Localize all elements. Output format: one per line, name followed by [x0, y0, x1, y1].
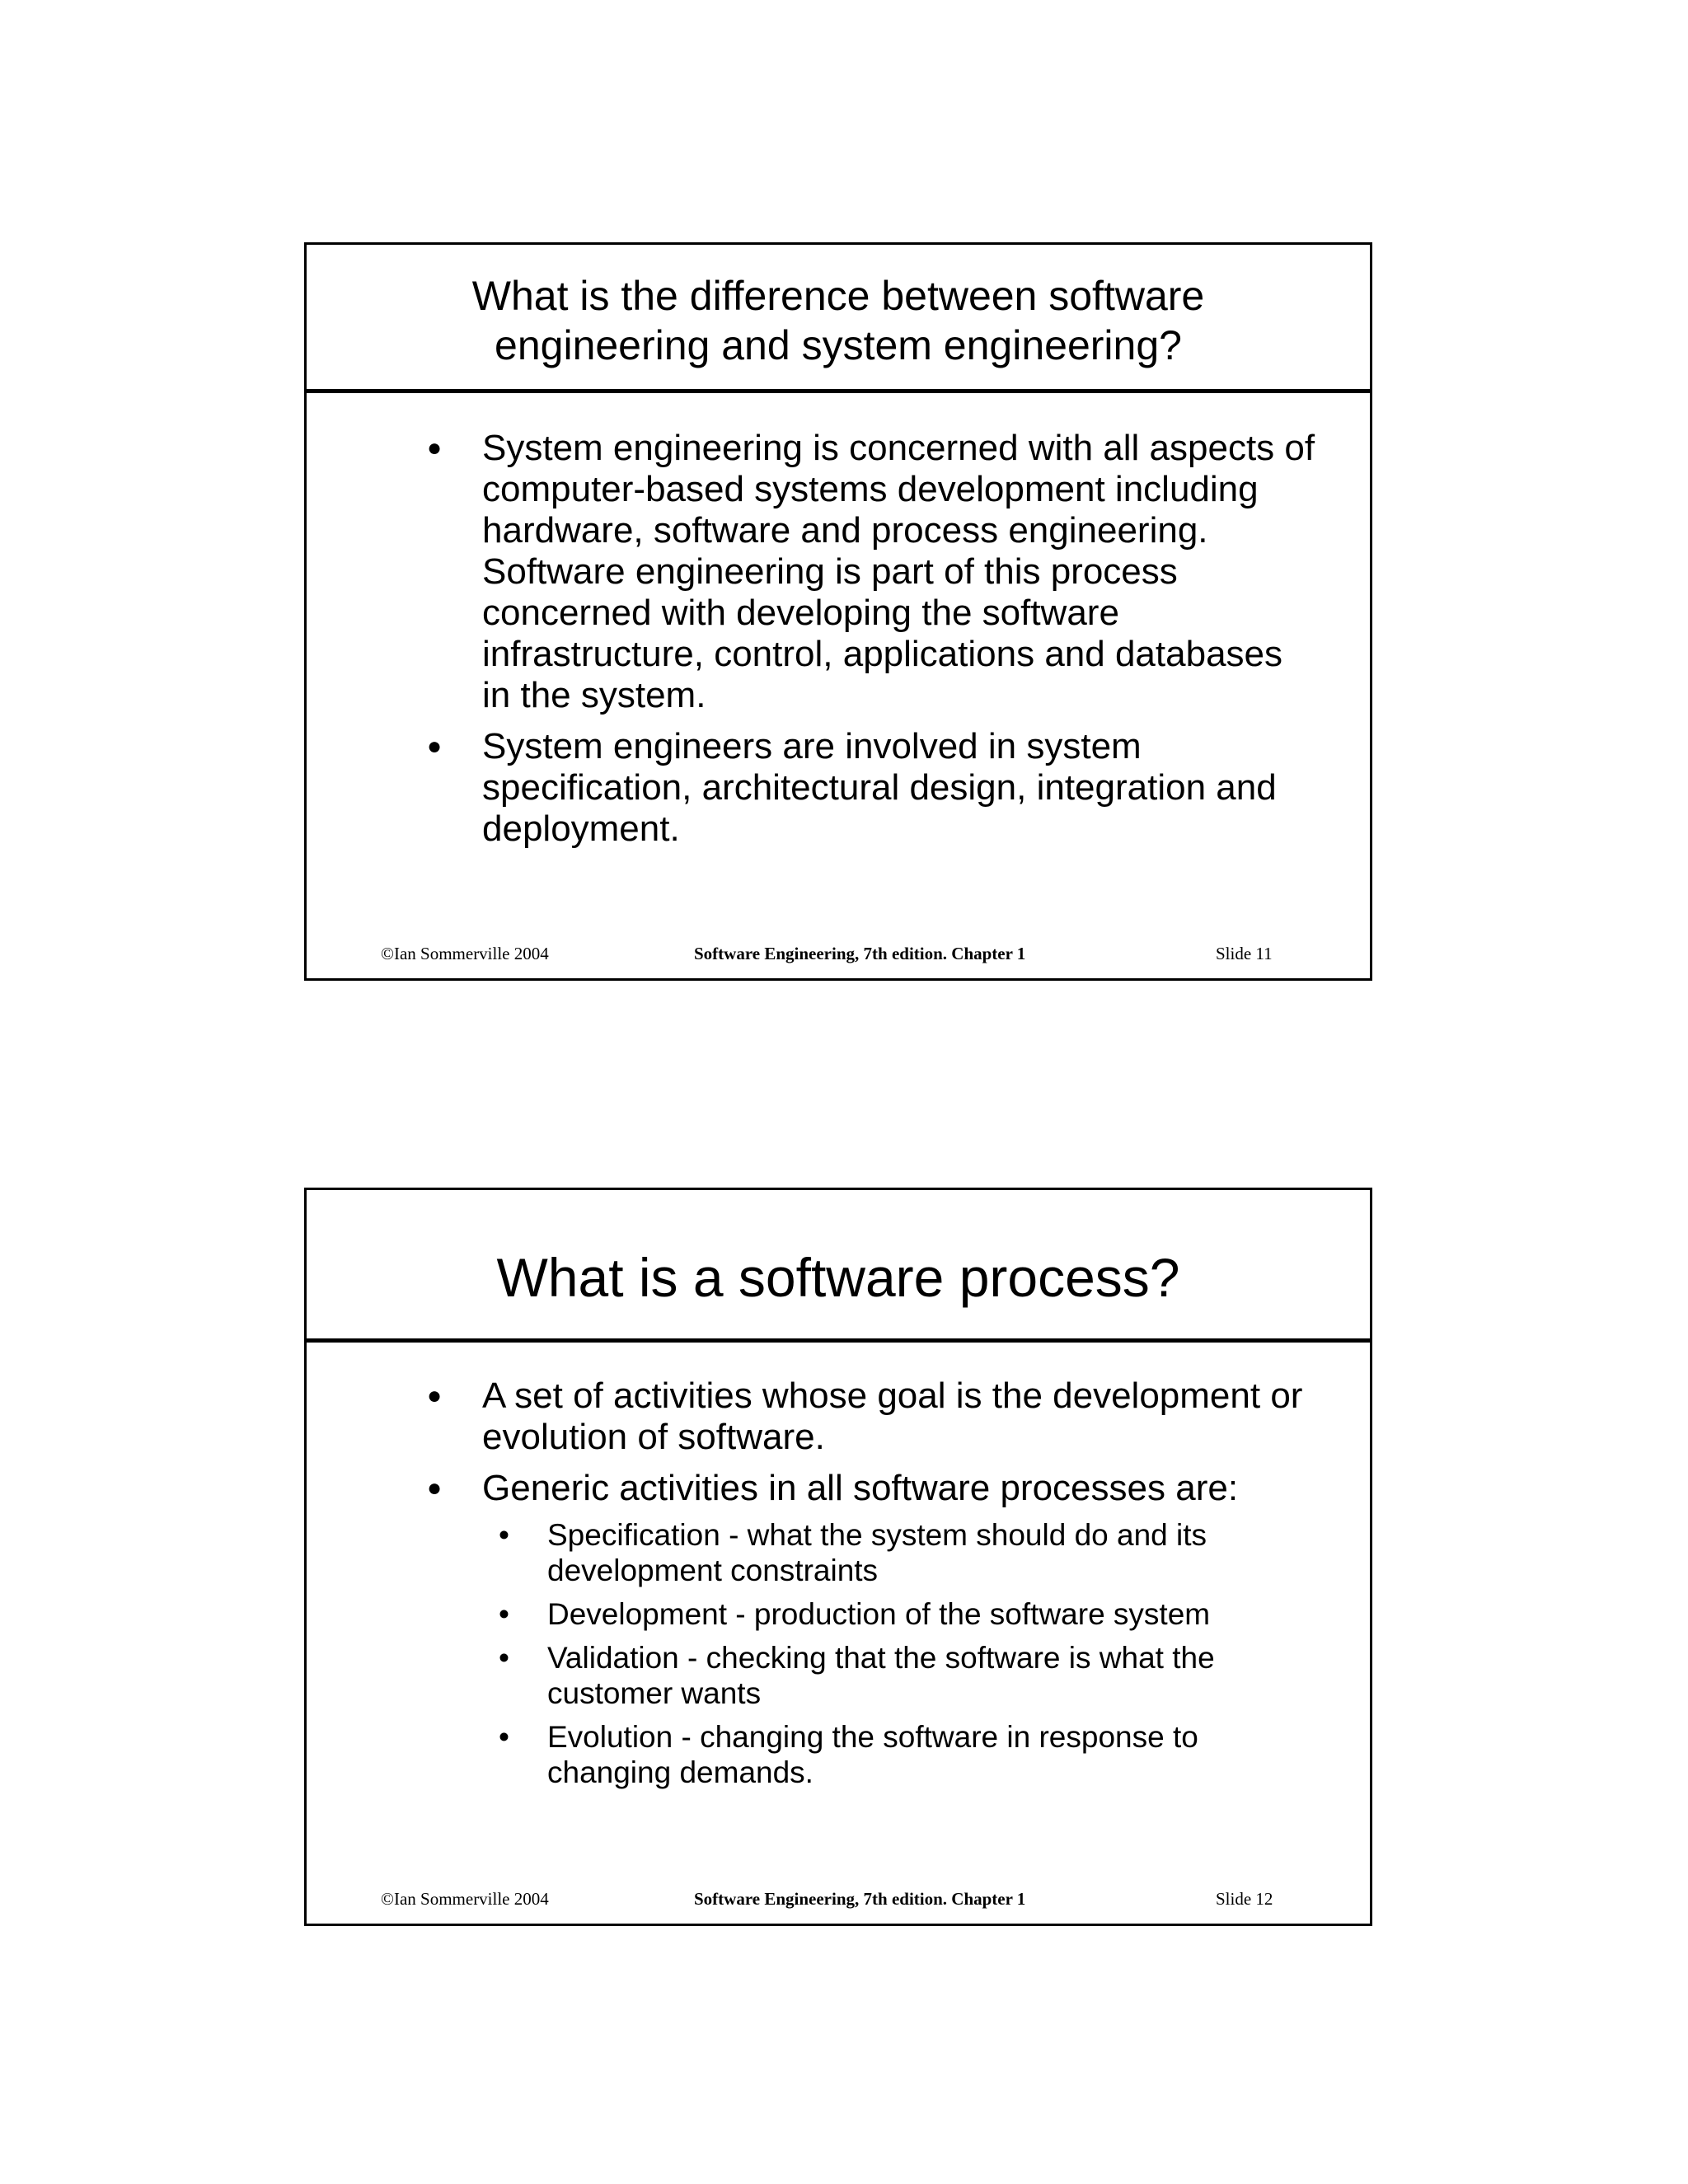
slide-title-area	[307, 1190, 1370, 1343]
footer-book-title: Software Engineering, 7th edition. Chapter 1	[694, 1889, 1026, 1909]
slide-footer	[307, 944, 1370, 972]
bullet-icon: ●	[427, 1382, 443, 1409]
bullet-list	[427, 428, 1320, 860]
bullet-item	[427, 1468, 1320, 1790]
bullet-icon: ●	[427, 1474, 443, 1502]
footer-slide-number: Slide 11	[1216, 944, 1273, 963]
sub-bullet-icon: •	[499, 1720, 509, 1754]
slide-title	[497, 1217, 1180, 1310]
bullet-text: System engineers are involved in system specification, architectural design, integration and deployment.	[482, 726, 1277, 849]
footer-slide-number: Slide 12	[1216, 1889, 1273, 1909]
slide-title	[472, 265, 1204, 370]
slide-title-area	[307, 245, 1370, 393]
bullet-icon: ●	[427, 434, 443, 462]
sub-bullet-icon: •	[499, 1597, 509, 1631]
slide-11	[304, 242, 1372, 981]
footer-copyright: ©Ian Sommerville 2004	[381, 1889, 549, 1909]
bullet-text: A set of activities whose goal is the development or evolution of software.	[482, 1376, 1303, 1457]
sub-bullet-text: Specification - what the system should do and its development constraints	[547, 1518, 1207, 1587]
sub-bullet-item	[482, 1596, 1320, 1632]
slide-title-line: What is a software process?	[496, 1247, 1180, 1309]
sub-bullet-icon: •	[499, 1518, 509, 1552]
slide-footer	[307, 1889, 1370, 1917]
bullet-list	[427, 1376, 1320, 1800]
sub-bullet-item	[482, 1719, 1320, 1790]
sub-bullet-list	[482, 1517, 1320, 1790]
footer-copyright: ©Ian Sommerville 2004	[381, 944, 549, 963]
sub-bullet-item	[482, 1517, 1320, 1588]
slide-title-line: What is the difference between software	[471, 272, 1205, 319]
footer-book-title: Software Engineering, 7th edition. Chapter 1	[694, 944, 1026, 963]
sub-bullet-item	[482, 1640, 1320, 1711]
bullet-item	[427, 428, 1320, 716]
sub-bullet-text: Development - production of the software system	[547, 1597, 1211, 1631]
sub-bullet-text: Evolution - changing the software in response to changing demands.	[547, 1720, 1198, 1789]
bullet-item	[427, 726, 1320, 850]
bullet-item	[427, 1376, 1320, 1458]
sub-bullet-icon: •	[499, 1641, 509, 1675]
bullet-icon: ●	[427, 733, 443, 760]
sub-bullet-text: Validation - checking that the software is what the customer wants	[547, 1641, 1215, 1710]
slide-12	[304, 1188, 1372, 1926]
slide-title-line: engineering and system engineering?	[495, 321, 1182, 368]
bullet-text: System engineering is concerned with all aspects of computer-based systems development including hardware, software and process engineering. Software engineering is part of this process concerned with developing the software infrastructure, control, applications and databases in the system.	[482, 428, 1315, 715]
bullet-text: Generic activities in all software processes are:	[482, 1468, 1239, 1508]
